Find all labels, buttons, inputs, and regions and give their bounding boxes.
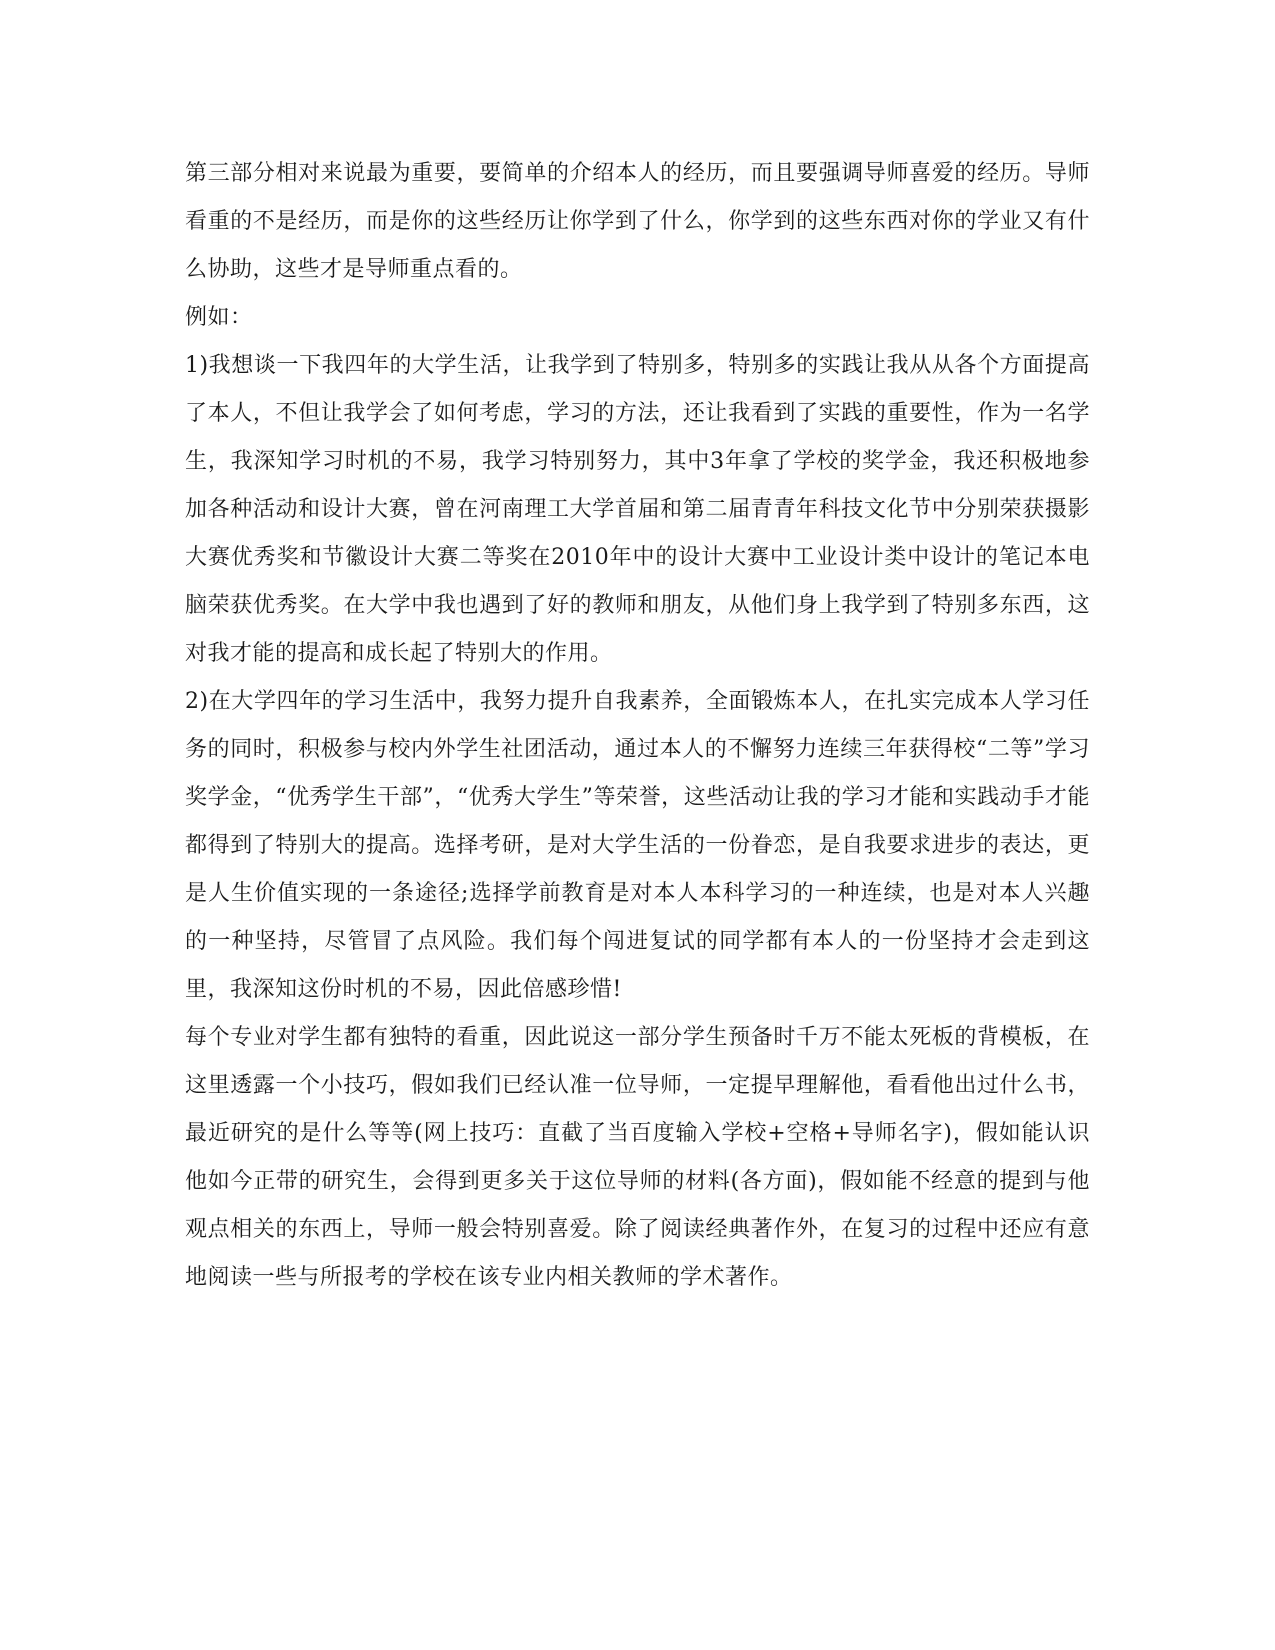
paragraph-example-2: 2)在大学四年的学习生活中，我努力提升自我素养，全面锻炼本人，在扎实完成本人学习任务的同时，积极参与校内外学生社团活动，通过本人的不懈努力连续三年获得校“二等”学习奖学金，“优秀学生干部”，“优秀大学生”等荣誉，这些活动让我的学习才能和实践动手才能都得到了特别大的提高。选择考研，是对大学生活的一份眷恋，是自我要求进步的表达，更是人生价值实现的一条途径;选择学前教育是对本人本科学习的一种连续，也是对本人兴趣的一种坚持，尽管冒了点风险。我们每个闯进复试的同学都有本人的一份坚持才会走到这里，我深知这份时机的不易，因此倍感珍惜!: [185, 689, 1090, 1002]
paragraph-intro: 第三部分相对来说最为重要，要简单的介绍本人的经历，而且要强调导师喜爱的经历。导师看重的不是经历，而是你的这些经历让你学到了什么，你学到的这些东西对你的学业又有什么协助，这些才是导师重点看的。: [185, 161, 1090, 282]
paragraph-example-label: 例如：: [185, 305, 253, 330]
paragraph-example-1: 1)我想谈一下我四年的大学生活，让我学到了特别多，特别多的实践让我从从各个方面提高了本人，不但让我学会了如何考虑，学习的方法，还让我看到了实践的重要性，作为一名学生，我深知学习时机的不易，我学习特别努力，其中3年拿了学校的奖学金，我还积极地参加各种活动和设计大赛，曾在河南理工大学首届和第二届青青年科技文化节中分别荣获摄影大赛优秀奖和节徽设计大赛二等奖在2010年中的设计大赛中工业设计类中设计的笔记本电脑荣获优秀奖。在大学中我也遇到了好的教师和朋友，从他们身上我学到了特别多东西，这对我才能的提高和成长起了特别大的作用。: [185, 353, 1090, 666]
document-page: [185, 150, 1090, 1302]
paragraph-tips: 每个专业对学生都有独特的看重，因此说这一部分学生预备时千万不能太死板的背模板，在这里透露一个小技巧，假如我们已经认准一位导师，一定提早理解他，看看他出过什么书，最近研究的是什么等等(网上技巧：直截了当百度输入学校+空格+导师名字)，假如能认识他如今正带的研究生，会得到更多关于这位导师的材料(各方面)，假如能不经意的提到与他观点相关的东西上，导师一般会特别喜爱。除了阅读经典著作外，在复习的过程中还应有意地阅读一些与所报考的学校在该专业内相关教师的学术著作。: [185, 1025, 1090, 1290]
